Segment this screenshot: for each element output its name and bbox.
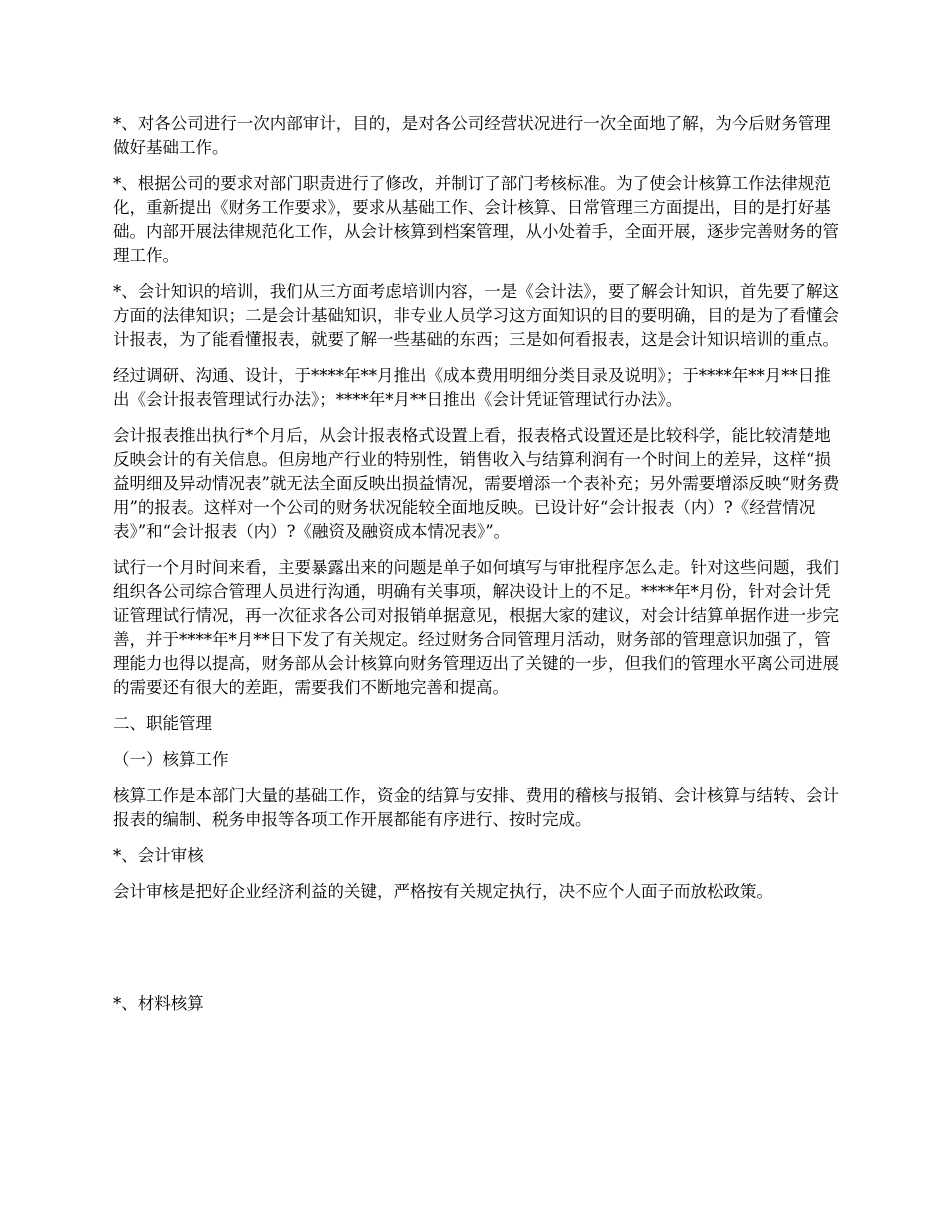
- paragraph-accounting-audit: 会计审核是把好企业经济利益的关键，严格按有关规定执行，决不应个人面子而放松政策。: [113, 882, 773, 901]
- item-heading-accounting-audit: *、会计审核: [113, 846, 204, 865]
- paragraph-department-duties: *、根据公司的要求对部门职责进行了修改，并制订了部门考核标准。为了使会计核算工作法律规范化，重新提出《财务工作要求》，要求从基础工作、会计核算、日常管理三方面提出，目的是打好基础。内部开展法律规范化工作，从会计核算到档案管理，从小处着手，全面开展，逐步完善财务的管理工作。: [113, 174, 839, 265]
- section-heading-functional-management: 二、职能管理: [113, 714, 212, 733]
- paragraph-accounting-work: 核算工作是本部门大量的基础工作，资金的结算与安排、费用的稽核与报销、会计核算与结转、会计报表的编制、税务申报等各项工作开展都能有序进行、按时完成。: [113, 786, 839, 829]
- paragraph-research-design: 经过调研、沟通、设计，于****年**月推出《成本费用明细分类目录及说明》；于****年**月**日推出《会计报表管理试行办法》；****年*月**日推出《会计凭证管理试行办法》。: [113, 366, 831, 409]
- paragraph-trial-month: 试行一个月时间来看，主要暴露出来的问题是单子如何填写与审批程序怎么走。针对这些问题，我们组织各公司综合管理人员进行沟通，明确有关事项，解决设计上的不足。****年*月份，针对会计凭证管理试行情况，再一次征求各公司对报销单据意见，根据大家的建议，对会计结算单据作进一步完善，并于****年*月**日下发了有关规定。经过财务合同管理月活动，财务部的管理意识加强了，管理能力也得以提高，财务部从会计核算向财务管理迈出了关键的一步，但我们的管理水平离公司进展的需要还有很大的差距，需要我们不断地完善和提高。: [113, 558, 839, 697]
- blank-space: [113, 916, 840, 992]
- paragraph-accounting-training: *、会计知识的培训，我们从三方面考虑培训内容，一是《会计法》，要了解会计知识，首先要了解这方面的法律知识；二是会计基础知识，非专业人员学习这方面知识的目的要明确，目的是为了看懂会计报表，为了能看懂报表，就要了解一些基础的东西；三是如何看报表，这是会计知识培训的重点。: [113, 282, 839, 349]
- paragraph-internal-audit: *、对各公司进行一次内部审计，目的，是对各公司经营状况进行一次全面地了解，为今后财务管理做好基础工作。: [113, 114, 831, 157]
- item-heading-material-accounting: *、材料核算: [113, 994, 204, 1013]
- paragraph-report-execution: 会计报表推出执行*个月后，从会计报表格式设置上看，报表格式设置还是比较科学，能比较清楚地反映会计的有关信息。但房地产行业的特别性，销售收入与结算利润有一个时间上的差异，这样“损益明细及异动情况表”就无法全面反映出损益情况，需要增添一个表补充；另外需要增添反映“财务费用”的报表。这样对一个公司的财务状况能较全面地反映。已设计好“会计报表（内）?《经营情况表》”和“会计报表（内）?《融资及融资成本情况表》”。: [113, 426, 840, 541]
- subsection-heading-accounting-work: （一）核算工作: [113, 750, 229, 769]
